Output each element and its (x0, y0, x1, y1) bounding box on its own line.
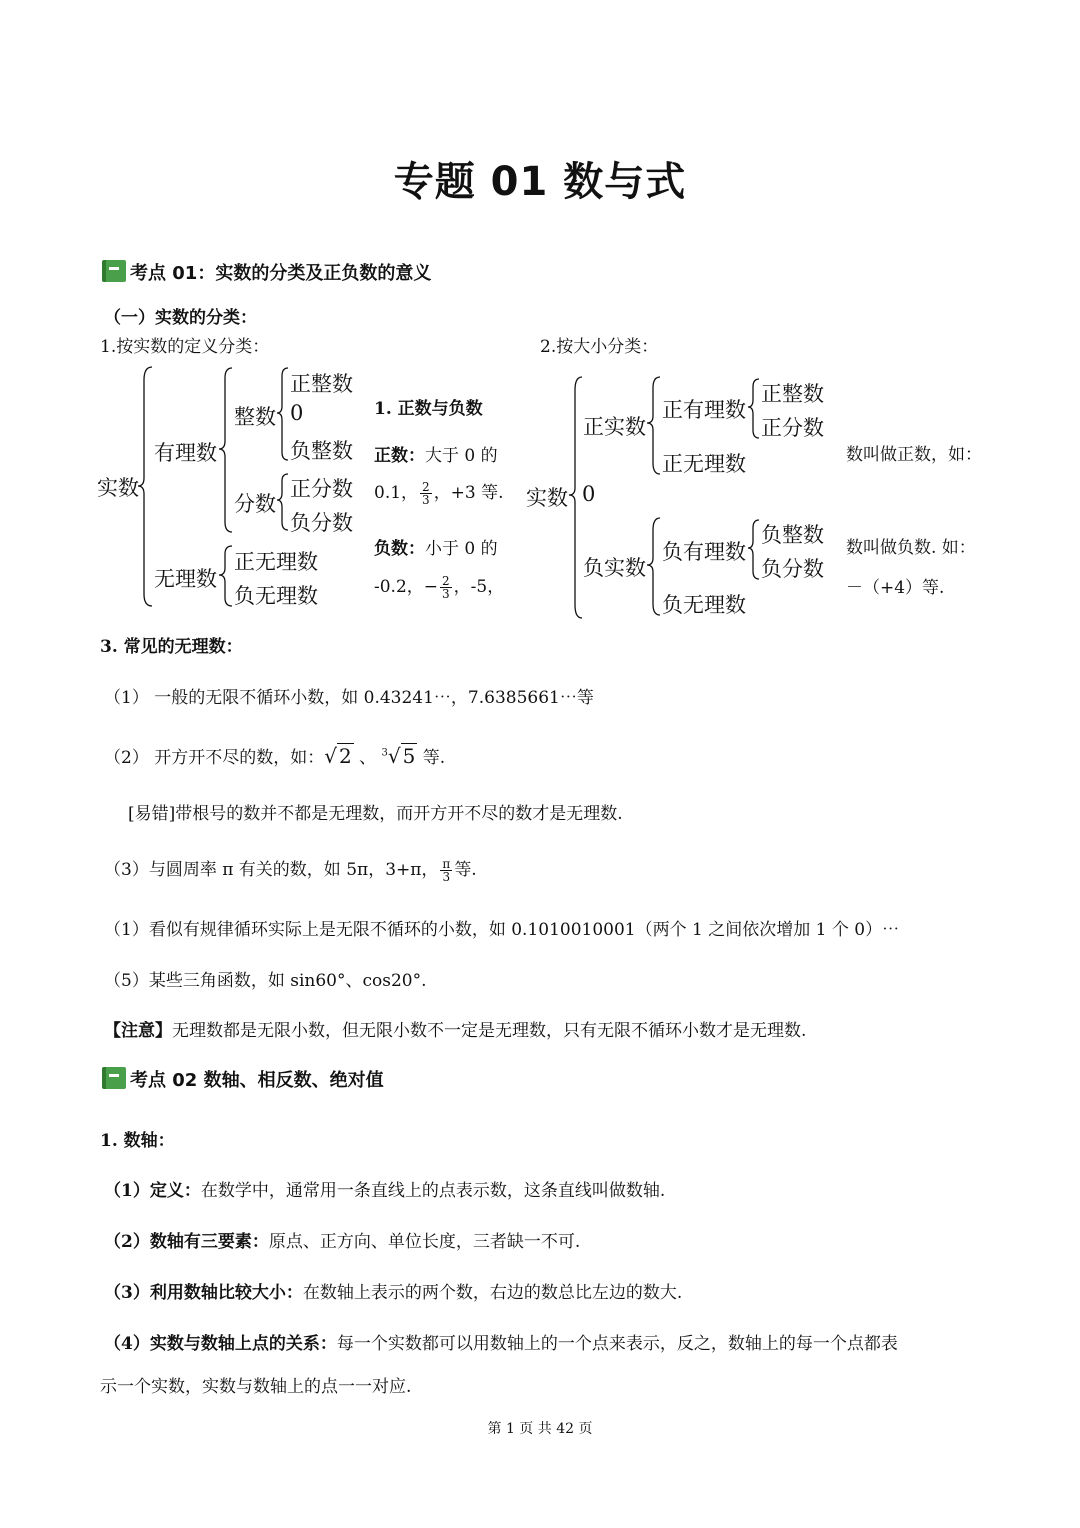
negative-def: 负数：小于 0 的 (374, 539, 498, 559)
number-line-def-2: （2）数轴有三要素：原点、正方向、单位长度，三者缺一不可. (104, 1232, 581, 1252)
tree2-note-negative: 数叫做负数. 如： (846, 538, 976, 558)
positive-def: 正数：大于 0 的 (374, 446, 498, 466)
number-line-def-3: （3）利用数轴比较大小：在数轴上表示的两个数，右边的数总比左边的数大. (104, 1283, 683, 1303)
number-line-def-1: （1）定义：在数学中，通常用一条直线上的点表示数，这条直线叫做数轴. (104, 1181, 666, 1201)
classify-by-definition-label: 1.按实数的定义分类： (100, 337, 270, 357)
tree2-pos-int: 正整数 (761, 382, 824, 406)
tree1-integer: 整数 (234, 405, 276, 429)
irrational-item-3: （3）与圆周率 π 有关的数，如 5π，3+π， $\frac{\pi}{3}$ 等. (104, 857, 477, 884)
classify-by-size-label: 2.按大小分类： (540, 337, 659, 357)
posneg-heading: 1. 正数与负数 (374, 399, 483, 419)
tree2-pos-frac: 正分数 (761, 416, 824, 440)
page-footer: 第 1 页 共 42 页 (487, 1421, 593, 1437)
tree1-irrational: 无理数 (154, 567, 217, 591)
tree2-zero: 0 (582, 482, 596, 506)
irrational-item-5: （5）某些三角函数，如 sin60°、cos20°. (104, 971, 427, 991)
tree2-pos-real: 正实数 (583, 415, 646, 439)
tree2-note-positive: 数叫做正数，如： (846, 445, 982, 465)
number-line-def-4-cont: 示一个实数，实数与数轴上的点一一对应. (100, 1377, 412, 1397)
irrational-item-4: （1）看似有规律循环实际上是无限不循环的小数，如 0.1010010001（两个 1 之间依次增加 1 个 0）⋯ (104, 920, 900, 940)
common-mistake: [易错]带根号的数并不都是无理数，而开方开不尽的数才是无理数. (128, 804, 623, 824)
tree2-neg-rat: 负有理数 (662, 540, 746, 564)
irrational-item-2: （2） 开方开不尽的数，如：√ 2 、 $^3$√ 5 等. (104, 744, 446, 768)
tree1-pos-int: 正整数 (290, 372, 353, 396)
irrational-item-1: （1） 一般的无限不循环小数，如 0.43241⋯，7.6385661⋯等 (104, 688, 594, 708)
tree1-neg-irr: 负无理数 (234, 584, 318, 608)
tree2-neg-frac: 负分数 (761, 557, 824, 581)
negative-examples: -0.2，− $\frac{2}{3}$ ，-5， (374, 574, 505, 601)
tree1-neg-int: 负整数 (290, 439, 353, 463)
number-line-heading: 1. 数轴： (100, 1131, 175, 1151)
tree2-neg-irr: 负无理数 (662, 593, 746, 617)
book-icon (102, 1067, 126, 1089)
page-title: 专题 01 数与式 (393, 159, 687, 205)
tree2-pos-rat: 正有理数 (662, 398, 746, 422)
section-heading-2: 考点 02 数轴、相反数、绝对值 (130, 1070, 384, 1091)
tree2-pos-irr: 正无理数 (662, 452, 746, 476)
tree1-pos-irr: 正无理数 (234, 550, 318, 574)
tree2-note-negative-example: －（+4）等. (846, 578, 945, 598)
tree2-root: 实数 (526, 486, 568, 510)
tree1-root: 实数 (97, 476, 139, 500)
tree2-neg-int: 负整数 (761, 523, 824, 547)
irrational-note: 【注意】无理数都是无限小数，但无限小数不一定是无理数，只有无限不循环小数才是无理数. (104, 1021, 807, 1041)
irrational-heading: 3. 常见的无理数： (100, 637, 243, 657)
tree2-neg-real: 负实数 (583, 556, 646, 580)
tree1-zero: 0 (290, 401, 304, 425)
subheading-classification: （一）实数的分类： (104, 308, 257, 328)
positive-examples: 0.1， $\frac{2}{3}$ ，+3 等. (374, 480, 504, 507)
tree1-fraction: 分数 (234, 492, 276, 516)
section-heading-1: 考点 01：实数的分类及正负数的意义 (130, 263, 432, 284)
number-line-def-4: （4）实数与数轴上点的关系：每一个实数都可以用数轴上的一个点来表示，反之，数轴上的每一个点都表 (104, 1334, 898, 1354)
tree1-neg-frac: 负分数 (290, 511, 353, 535)
tree1-rational: 有理数 (154, 441, 217, 465)
tree1-pos-frac: 正分数 (290, 477, 353, 501)
